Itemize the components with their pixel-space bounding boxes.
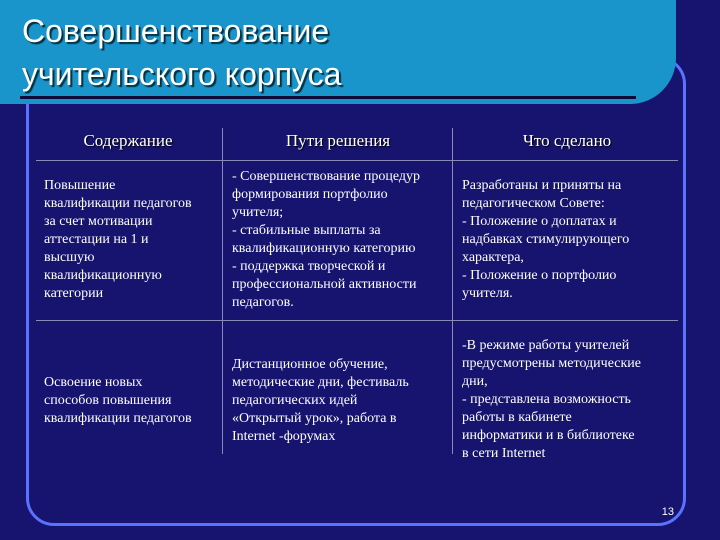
header-ways: Пути решения (285, 131, 391, 150)
slide-title: Совершенствование учительского корпуса (22, 13, 342, 92)
row2-ways: Дистанционное обучение, методические дни, фестиваль педагогических идей «Открытый урок», работа в Internet -форумах (232, 357, 409, 444)
page-number: 13 (661, 506, 674, 518)
header-content: Содержание (83, 131, 173, 150)
header-done: Что сделано (522, 131, 612, 150)
title-banner (0, 0, 676, 104)
row2-content: Освоение новых способов повышения квалификации педагогов (44, 375, 192, 426)
title-underline (20, 96, 636, 99)
row1-content: Повышение квалификации педагогов за счет мотивации аттестации на 1 и высшую квалификационную категории (44, 178, 192, 301)
row2-done: -В режиме работы учителей предусмотрены методические дни, - представлена возможность работы в кабинете информатики и в библиотеке в сети Internet (462, 338, 641, 461)
row1-ways: - Совершенствование процедур формирования портфолио учителя; - стабильные выплаты за квалификационную категорию - поддержка творческой и профессиональной активности педагогов. (232, 169, 421, 310)
column-divider (222, 128, 223, 454)
row1-done: Разработаны и приняты на педагогическом Совете: - Положение о доплатах и надбавках стимулирующего характера, - Положение о портфолио учителя. (462, 178, 630, 301)
header-divider (36, 160, 678, 161)
row-divider (36, 320, 678, 321)
